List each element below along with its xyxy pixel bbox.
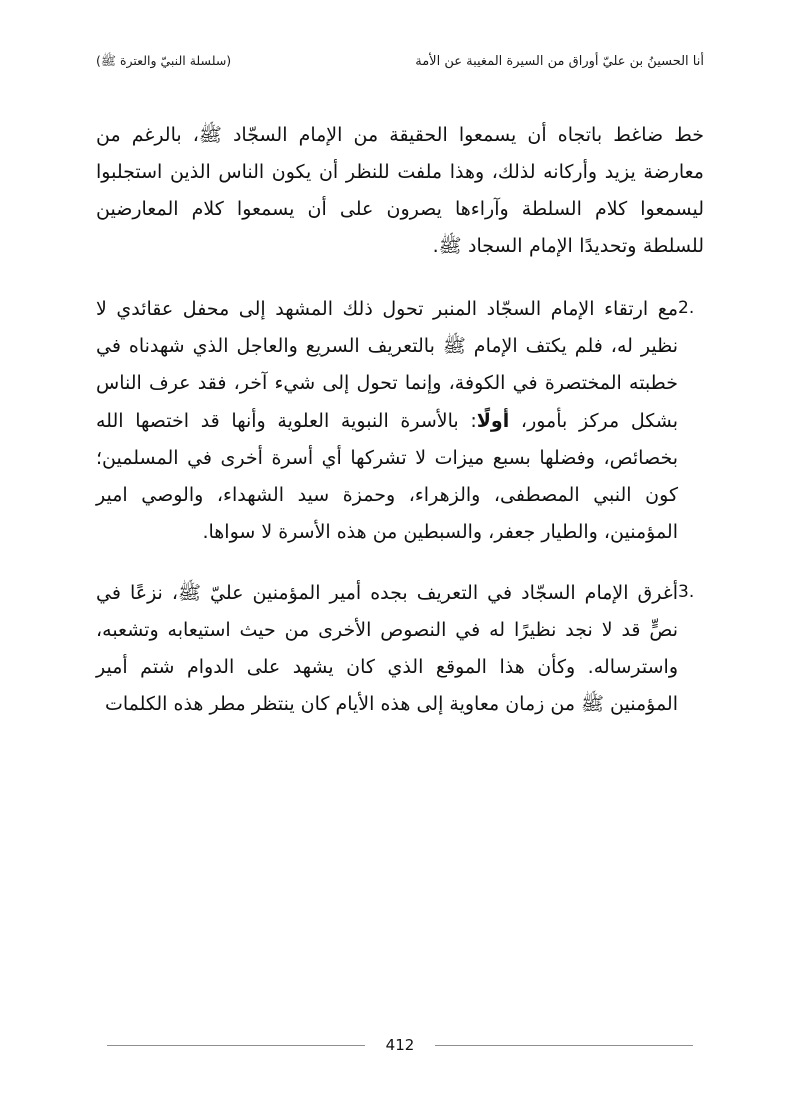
list-item-body (96, 291, 678, 550)
page-footer (0, 1036, 800, 1054)
page-header (96, 52, 704, 71)
paragraph-intro: خط ضاغط باتجاه أن يسمعوا الحقيقة من الإمام السجّاد ﷺ، بالرغم من معارضة يزيد وأركانه لذلك، وهذا ملفت للنظر أن يكون الناس الذين استجلبوا ليسمعوا كلام السلطة وآراءها يصرون على أن يسمعوا كلام المعارضين للسلطة وتحديدًا الإمام السجاد ﷺ. (96, 124, 704, 258)
header-running-title: أنا الحسينُ بن عليّ أوراق من السيرة المغيبة عن الأمة (415, 54, 704, 69)
list-item-text-part-1: أغرق الإمام السجّاد في التعريف بجده أمير المؤمنين عليّ ﷺ، نزعًا في نصٍّ قد لا نجد نظيرًا له في النصوص الأخرى من حيث استيعابه وتشعبه، واسترساله. وكأن هذا الموقع الذي كان يشهد على الدوام شتم أمير المؤمنين ﷺ من زمان معاوية إلى هذه الأيام كان ينتظر مطر هذه الكلمات (96, 581, 678, 715)
page-content (96, 117, 704, 747)
page-number: 412 (385, 1036, 415, 1054)
list-item-number: 2. (678, 298, 695, 319)
list-item-text-part-1: مع ارتقاء الإمام السجّاد المنبر تحول ذلك المشهد إلى محفل عقائدي لا نظير له، فلم يكتف الإمام ﷺ بالتعريف السريع والعاجل الذي شهدناه في خطبته المختصرة في الكوفة، وإنما تحول إلى شيء آخر، فقد عرف الناس بشكل مركز بأمور، (96, 298, 678, 432)
footer-divider-left (107, 1045, 365, 1046)
list-item-bold-run: أولًا (476, 409, 510, 432)
list-item-number: 3. (678, 581, 695, 602)
list-item (96, 291, 704, 550)
list-item-body (96, 575, 678, 723)
list-item-text-part-2: : بالأسرة النبوية العلوية وأنها قد اختصها الله بخصائص، وفضلها بسبع ميزات لا تشركها أي أسرة أخرى في المسلمين؛ كون النبي المصطفى، والزهراء، وحمزة سيد الشهداء، والوصي امير المؤمنين، والطيار جعفر، والسبطين من هذه الأسرة لا سواها. (96, 409, 678, 543)
footer-divider-right (435, 1045, 693, 1046)
header-series-label: (سلسلة النبيّ والعترة ﷺ) (96, 53, 232, 68)
list-item (96, 575, 704, 723)
